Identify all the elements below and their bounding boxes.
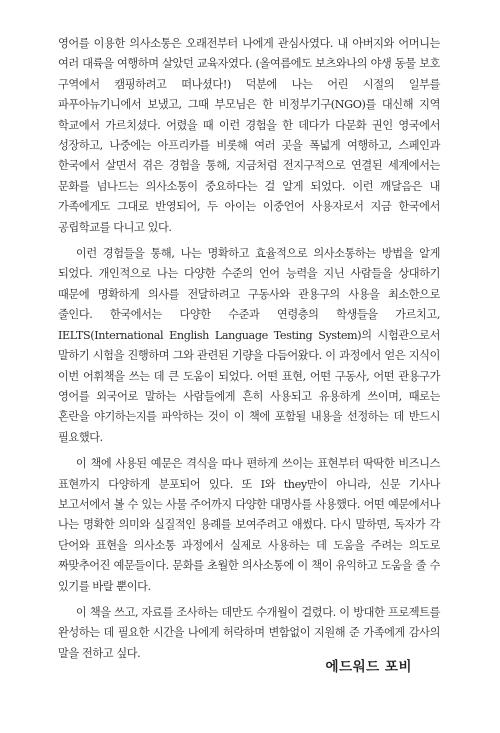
- author-signature: 에드워드 포비: [325, 659, 412, 675]
- paragraph-4: 이 책을 쓰고, 자료를 조사하는 데만도 수개월이 걸렸다. 이 방대한 프로젝트를 완성하는 데 필요한 시간을 나에게 허락하며 변함없이 지원해 준 가족에게 감사의 말을 전하고 싶다.: [58, 605, 440, 660]
- paragraph-3: 이 책에 사용된 예문은 격식을 따나 편하게 쓰이는 표현부터 딱딱한 비즈니스 표현까지 다양하게 분포되어 있다. 또 I와 they만이 아니라, 신문 기사나 보고서에서 볼 수 있는 사물 주어까지 다양한 대명사를 사용했다. 어떤 예문에서나 나는 명확한 의미와 실질적인 용례를 보여주려고 애썼다. 다시 말하면, 독자가 각 단어와 표현을 의사소통 과정에서 실제로 사용하는 데 도움을 주려는 의도로 짜맞추어진 예문들이다. 문화를 초월한 의사소통에 이 책이 유익하고 도움을 줄 수 있기를 바랄 뿐이다.: [58, 457, 440, 593]
- paragraph-2: 이런 경험들을 통해, 나는 명확하고 효율적으로 의사소통하는 방법을 알게 되었다. 개인적으로 나는 다양한 수준의 언어 능력을 지닌 사람들을 상대하기 때문에 명확하게 의사를 전달하려고 구동사와 관용구의 사용을 최소한으로 줄인다. 한국에서는 다양한 수준과 연령층의 학생들을 가르치고, IELTS(International English Language Testing System)의 시험관으로서 말하기 시험을 진행하며 그와 관련된 기량을 다듬어왔다. 이 과정에서 얻은 지식이 이번 어휘책을 쓰는 데 큰 도움이 되었다. 어떤 표현, 어떤 구동사, 어떤 관용구가 영어를 외국어로 말하는 사람들에게 흔히 사용되고 유용하게 쓰이며, 때로는 혼란을 야기하는지를 파악하는 것이 이 책에 포함될 내용을 선정하는 데 반드시 필요했다.: [58, 247, 440, 444]
- paragraph-1: 영어를 이용한 의사소통은 오래전부터 나에게 관심사였다. 내 아버지와 어머니는 여러 대륙을 여행하며 살았던 교육자였다. (올여름에도 보츠와나의 야생 동물 보호 구역에서 캠핑하려고 떠나셨다!) 덕분에 나는 어린 시절의 일부를 파푸아뉴기니에서 보냈고, 그때 부모님은 한 비정부기구(NGO)를 대신해 지역 학교에서 가르치셨다. 어렸을 때 이런 경험을 한 데다가 다문화 권인 영국에서 성장하고, 나중에는 아프리카를 비롯해 여러 곳을 폭넓게 여행하고, 스페인과 한국에서 살면서 겪은 경험을 통해, 지금처럼 전지구적으로 연결된 세계에서는 문화를 넘나드는 의사소통이 중요하다는 걸 알게 되었다. 이런 깨달음은 내 가족에게도 그대로 반영되어, 두 아이는 이중언어 사용자로서 지금 한국에서 공립학교를 다니고 있다.: [58, 37, 440, 234]
